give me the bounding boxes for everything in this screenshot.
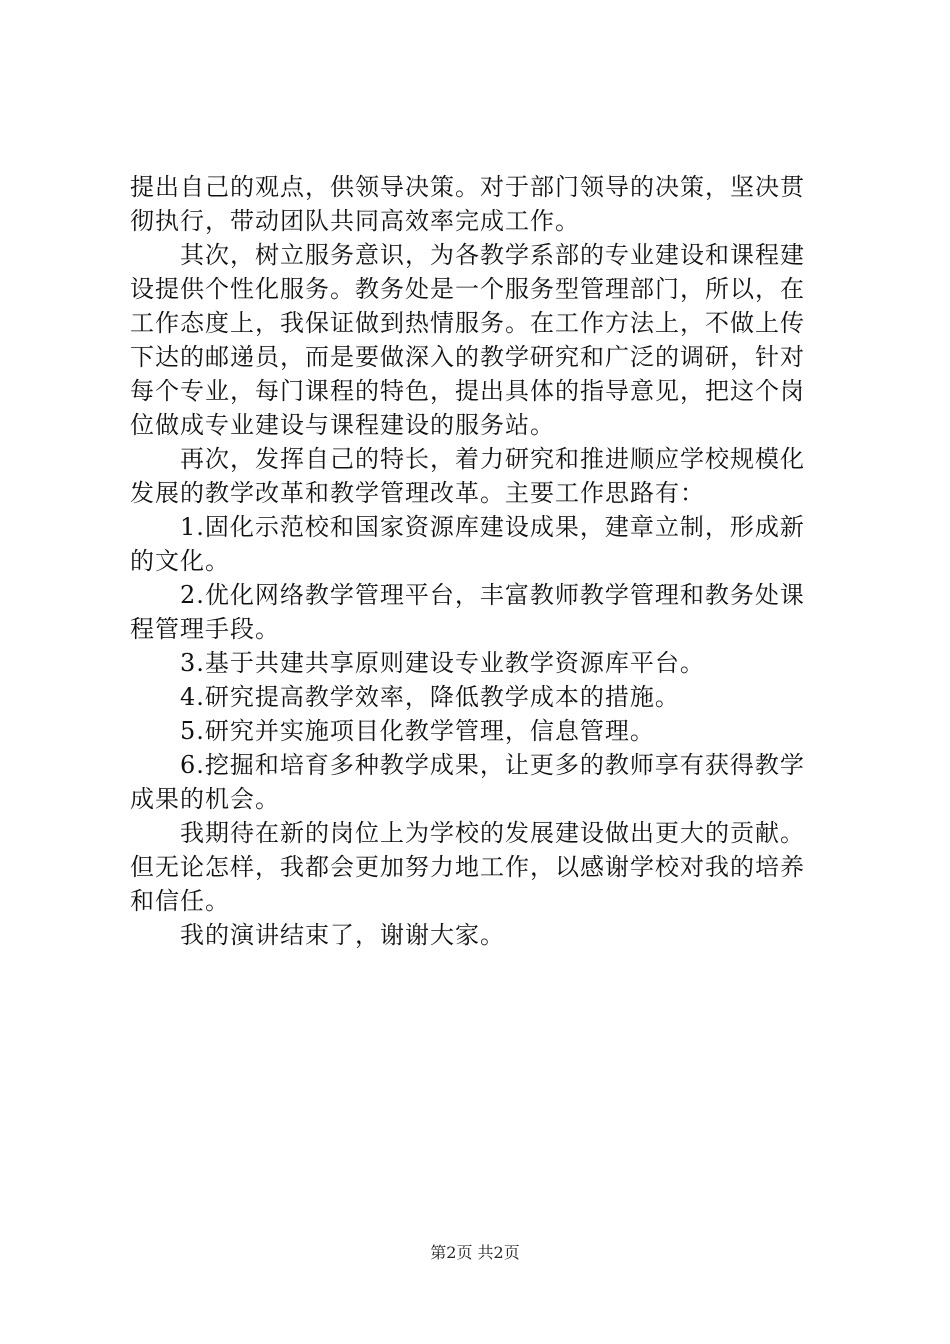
body-line: 我期待在新的岗位上为学校的发展建设做出更大的贡献。	[180, 819, 805, 847]
body-line: 设提供个性化服务。教务处是一个服务型管理部门，所以，在	[130, 275, 805, 303]
body-line: 下达的邮递员，而是要做深入的教学研究和广泛的调研，针对	[130, 343, 805, 371]
list-item-line: 1.固化示范校和国家资源库建设成果，建章立制，形成新	[180, 513, 805, 541]
list-item-line: 程管理手段。	[130, 615, 280, 643]
list-item-line: 2.优化网络教学管理平台，丰富教师教学管理和教务处课	[180, 581, 805, 609]
list-item-line: 的文化。	[130, 547, 230, 575]
body-line: 工作态度上，我保证做到热情服务。在工作方法上，不做上传	[130, 309, 805, 337]
page-number-footer: 第2页 共2页	[430, 1243, 520, 1262]
body-line: 位做成专业建设与课程建设的服务站。	[130, 411, 555, 439]
body-line: 但无论怎样，我都会更加努力地工作，以感谢学校对我的培养	[130, 853, 805, 881]
list-item-line: 4.研究提高教学效率，降低教学成本的措施。	[180, 683, 680, 711]
body-line: 其次，树立服务意识，为各教学系部的专业建设和课程建	[180, 241, 805, 269]
body-line: 每个专业，每门课程的特色，提出具体的指导意见，把这个岗	[130, 377, 805, 405]
list-item-line: 5.研究并实施项目化教学管理，信息管理。	[180, 717, 655, 745]
body-line: 彻执行，带动团队共同高效率完成工作。	[130, 207, 580, 235]
list-item-line: 6.挖掘和培育多种教学成果，让更多的教师享有获得教学	[180, 751, 805, 779]
body-line: 和信任。	[130, 887, 230, 915]
body-line: 再次，发挥自己的特长，着力研究和推进顺应学校规模化	[180, 445, 805, 473]
body-line: 发展的教学改革和教学管理改革。主要工作思路有：	[130, 479, 705, 507]
list-item-line: 3.基于共建共享原则建设专业教学资源库平台。	[180, 649, 705, 677]
body-line: 提出自己的观点，供领导决策。对于部门领导的决策，坚决贯	[130, 173, 805, 201]
closing-line: 我的演讲结束了，谢谢大家。	[180, 921, 505, 949]
list-item-line: 成果的机会。	[130, 785, 280, 813]
document-body	[130, 170, 830, 952]
